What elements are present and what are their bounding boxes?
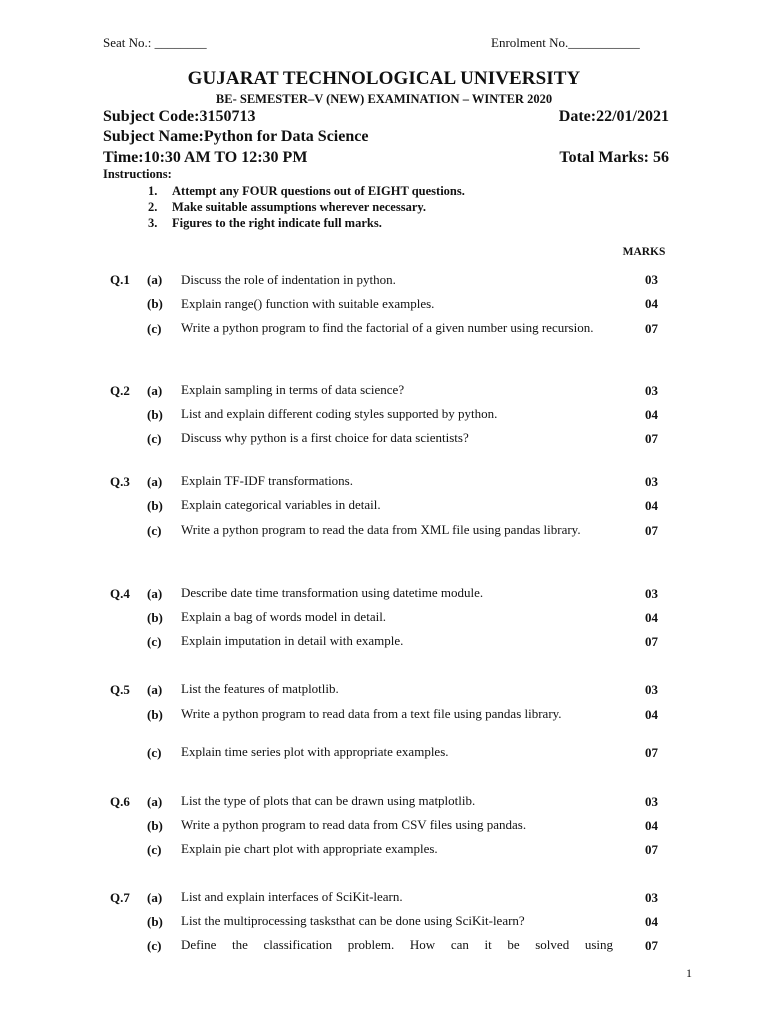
exam-date: Date:22/01/2021 [558, 108, 669, 125]
question-text: List the multiprocessing tasksthat can be done using SciKit-learn? [181, 913, 525, 928]
question-marks: 07 [645, 745, 658, 760]
instruction-text: Figures to the right indicate full marks. [172, 216, 382, 230]
question-text: Explain sampling in terms of data science? [181, 382, 405, 397]
question-text: List the features of matplotlib. [181, 681, 339, 696]
question-marks: 07 [645, 634, 658, 649]
instructions-title: Instructions: [103, 167, 172, 181]
question-marks: 07 [645, 523, 658, 538]
exam-title: BE- SEMESTER–V (NEW) EXAMINATION – WINTER 2020 [215, 92, 553, 106]
part-label: (b) [147, 818, 163, 833]
part-label: (a) [147, 794, 163, 809]
question-text: Explain pie chart plot with appropriate examples. [181, 841, 438, 856]
instruction-number: 2. [148, 200, 158, 214]
subject-name: Subject Name:Python for Data Science [103, 128, 369, 145]
question-marks: 07 [645, 321, 658, 336]
question-text: Explain imputation in detail with example. [181, 633, 404, 648]
part-label: (c) [147, 634, 162, 649]
part-label: (b) [147, 610, 163, 625]
question-marks: 04 [645, 818, 658, 833]
page-number: 1 [686, 966, 692, 980]
question-marks: 03 [645, 682, 658, 697]
question-text: Describe date time transformation using datetime module. [181, 585, 484, 600]
question-marks: 03 [645, 272, 658, 287]
question-label: Q.7 [110, 890, 130, 905]
question-label: Q.1 [110, 272, 130, 287]
question-label: Q.4 [110, 586, 130, 601]
enrolment-number-field: Enrolment No.___________ [491, 35, 640, 50]
question-label: Q.6 [110, 794, 130, 809]
exam-time: Time:10:30 AM TO 12:30 PM [103, 149, 308, 166]
part-label: (a) [147, 682, 163, 697]
part-label: (a) [147, 890, 163, 905]
part-label: (c) [147, 321, 162, 336]
question-text: Explain TF-IDF transformations. [181, 473, 353, 488]
part-label: (b) [147, 498, 163, 513]
question-marks: 04 [645, 610, 658, 625]
part-label: (b) [147, 407, 163, 422]
instruction-number: 3. [148, 216, 158, 230]
part-label: (a) [147, 383, 163, 398]
part-label: (a) [147, 272, 163, 287]
question-text: Explain range() function with suitable examples. [181, 296, 435, 311]
instruction-number: 1. [148, 184, 158, 198]
question-marks: 03 [645, 586, 658, 601]
question-marks: 03 [645, 474, 658, 489]
marks-column-header: MARKS [622, 246, 666, 258]
part-label: (a) [147, 474, 163, 489]
question-marks: 04 [645, 296, 658, 311]
question-marks: 03 [645, 794, 658, 809]
question-text: List the type of plots that can be drawn using matplotlib. [181, 793, 476, 808]
part-label: (b) [147, 914, 163, 929]
part-label: (b) [147, 296, 163, 311]
question-text: Discuss the role of indentation in python. [181, 272, 396, 287]
question-marks: 07 [645, 431, 658, 446]
part-label: (c) [147, 431, 162, 446]
question-text: Discuss why python is a first choice for data scientists? [181, 430, 469, 445]
part-label: (c) [147, 745, 162, 760]
question-text: Write a python program to read the data from XML file using pandas library. [181, 522, 581, 537]
seat-number-field: Seat No.: ________ [103, 35, 207, 50]
question-marks: 04 [645, 914, 658, 929]
question-marks: 07 [645, 842, 658, 857]
question-label: Q.3 [110, 474, 130, 489]
question-label: Q.5 [110, 682, 130, 697]
question-marks: 04 [645, 498, 658, 513]
part-label: (b) [147, 707, 163, 722]
question-text: Write a python program to find the factorial of a given number using recursion. [181, 320, 594, 335]
question-text: List and explain interfaces of SciKit-learn. [181, 889, 403, 904]
question-text: Write a python program to read data from CSV files using pandas. [181, 817, 527, 832]
question-text: Write a python program to read data from a text file using pandas library. [181, 706, 562, 721]
question-text: List and explain different coding styles supported by python. [181, 406, 498, 421]
question-label: Q.2 [110, 383, 130, 398]
question-marks: 04 [645, 707, 658, 722]
question-text: Define the classification problem. How can it be solved using [181, 937, 613, 952]
question-marks: 04 [645, 407, 658, 422]
part-label: (c) [147, 523, 162, 538]
instruction-text: Make suitable assumptions wherever necessary. [172, 200, 427, 214]
university-title: GUJARAT TECHNOLOGICAL UNIVERSITY [187, 68, 581, 89]
subject-code: Subject Code:3150713 [103, 108, 256, 125]
part-label: (a) [147, 586, 163, 601]
total-marks: Total Marks: 56 [559, 149, 669, 166]
question-text: Explain a bag of words model in detail. [181, 609, 387, 624]
question-marks: 07 [645, 938, 658, 953]
instruction-text: Attempt any FOUR questions out of EIGHT questions. [172, 184, 465, 198]
question-text: Explain categorical variables in detail. [181, 497, 381, 512]
part-label: (c) [147, 842, 162, 857]
question-marks: 03 [645, 383, 658, 398]
part-label: (c) [147, 938, 162, 953]
question-marks: 03 [645, 890, 658, 905]
question-text: Explain time series plot with appropriate examples. [181, 744, 449, 759]
